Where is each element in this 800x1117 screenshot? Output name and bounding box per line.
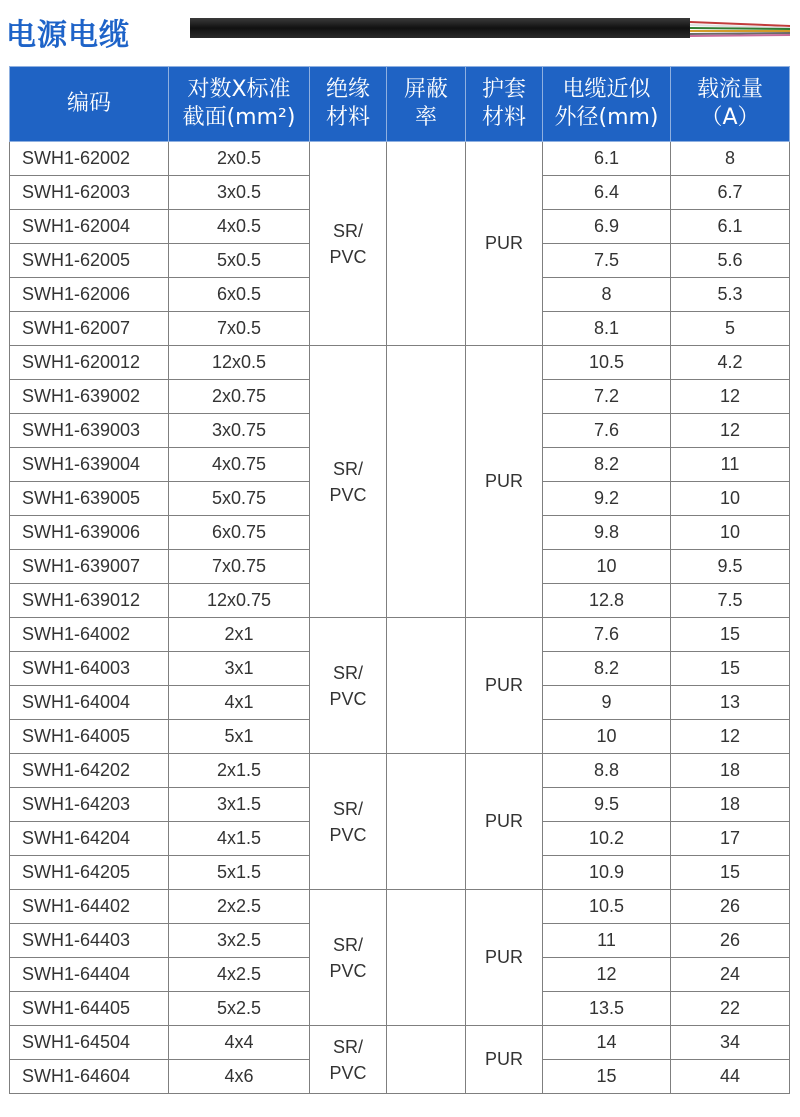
cable-spec-table [9,66,790,1094]
cell-code: SWH1-639006 [10,516,169,550]
cell-insulation: SR/ PVC [310,618,387,754]
cell-current-capacity: 22 [671,992,790,1026]
cell-pairs-section: 5x1 [169,720,310,754]
cell-outer-diameter: 6.4 [543,176,671,210]
cell-code: SWH1-639007 [10,550,169,584]
cell-pairs-section: 4x1.5 [169,822,310,856]
cell-current-capacity: 12 [671,380,790,414]
header-shield: 屏蔽 率 [387,67,466,142]
cell-current-capacity: 12 [671,414,790,448]
cell-code: SWH1-64504 [10,1026,169,1060]
cell-insulation: SR/ PVC [310,142,387,346]
cell-code: SWH1-62005 [10,244,169,278]
cell-outer-diameter: 10 [543,720,671,754]
cell-outer-diameter: 10.5 [543,346,671,380]
cell-current-capacity: 10 [671,516,790,550]
cell-current-capacity: 6.7 [671,176,790,210]
cell-code: SWH1-639005 [10,482,169,516]
cell-outer-diameter: 8 [543,278,671,312]
cell-pairs-section: 2x1 [169,618,310,652]
cell-insulation: SR/ PVC [310,890,387,1026]
cell-code: SWH1-64002 [10,618,169,652]
cell-pairs-section: 4x6 [169,1060,310,1094]
header-insulation: 绝缘 材料 [310,67,387,142]
cell-outer-diameter: 13.5 [543,992,671,1026]
cell-pairs-section: 5x2.5 [169,992,310,1026]
header-outer-diameter: 电缆近似 外径(mm) [543,67,671,142]
cell-shield [387,1026,466,1094]
cell-current-capacity: 5.3 [671,278,790,312]
cell-outer-diameter: 14 [543,1026,671,1060]
cell-outer-diameter: 10 [543,550,671,584]
cell-outer-diameter: 8.1 [543,312,671,346]
cell-code: SWH1-64005 [10,720,169,754]
cell-outer-diameter: 15 [543,1060,671,1094]
cell-pairs-section: 2x1.5 [169,754,310,788]
cell-code: SWH1-64004 [10,686,169,720]
cell-pairs-section: 3x0.5 [169,176,310,210]
cell-current-capacity: 11 [671,448,790,482]
cell-outer-diameter: 10.9 [543,856,671,890]
cell-code: SWH1-620012 [10,346,169,380]
cable-image [190,16,790,40]
cell-code: SWH1-639002 [10,380,169,414]
header-code: 编码 [10,67,169,142]
cell-shield [387,890,466,1026]
cell-code: SWH1-62002 [10,142,169,176]
cell-pairs-section: 3x2.5 [169,924,310,958]
cell-current-capacity: 12 [671,720,790,754]
cell-pairs-section: 2x2.5 [169,890,310,924]
cell-current-capacity: 44 [671,1060,790,1094]
table-row [10,346,790,380]
cell-outer-diameter: 9.5 [543,788,671,822]
cell-current-capacity: 15 [671,652,790,686]
cell-pairs-section: 4x2.5 [169,958,310,992]
cell-pairs-section: 6x0.5 [169,278,310,312]
cell-pairs-section: 3x1.5 [169,788,310,822]
cell-outer-diameter: 6.1 [543,142,671,176]
cell-pairs-section: 5x0.5 [169,244,310,278]
table-row [10,754,790,788]
cell-pairs-section: 4x0.5 [169,210,310,244]
cell-insulation: SR/ PVC [310,1026,387,1094]
cell-pairs-section: 2x0.75 [169,380,310,414]
cell-sheath: PUR [466,754,543,890]
cell-current-capacity: 7.5 [671,584,790,618]
cell-outer-diameter: 7.5 [543,244,671,278]
cell-outer-diameter: 11 [543,924,671,958]
cell-code: SWH1-64604 [10,1060,169,1094]
cell-pairs-section: 5x1.5 [169,856,310,890]
cell-code: SWH1-62003 [10,176,169,210]
cell-outer-diameter: 7.2 [543,380,671,414]
cell-current-capacity: 13 [671,686,790,720]
cell-pairs-section: 4x0.75 [169,448,310,482]
cell-pairs-section: 7x0.5 [169,312,310,346]
cell-pairs-section: 7x0.75 [169,550,310,584]
cell-sheath: PUR [466,890,543,1026]
cell-outer-diameter: 10.2 [543,822,671,856]
cell-outer-diameter: 9 [543,686,671,720]
header-current-capacity: 载流量 （A） [671,67,790,142]
cell-pairs-section: 2x0.5 [169,142,310,176]
cell-outer-diameter: 8.2 [543,652,671,686]
cell-current-capacity: 26 [671,924,790,958]
cell-current-capacity: 18 [671,754,790,788]
cell-current-capacity: 18 [671,788,790,822]
cell-current-capacity: 6.1 [671,210,790,244]
cell-code: SWH1-639004 [10,448,169,482]
cell-shield [387,754,466,890]
cell-code: SWH1-639012 [10,584,169,618]
cell-outer-diameter: 9.2 [543,482,671,516]
cell-pairs-section: 3x1 [169,652,310,686]
cell-sheath: PUR [466,346,543,618]
cell-outer-diameter: 12.8 [543,584,671,618]
header-pairs-section: 对数X标准 截面(mm²) [169,67,310,142]
cell-code: SWH1-64203 [10,788,169,822]
cell-code: SWH1-62004 [10,210,169,244]
cell-sheath: PUR [466,618,543,754]
cell-code: SWH1-64402 [10,890,169,924]
cell-current-capacity: 5.6 [671,244,790,278]
cell-pairs-section: 4x4 [169,1026,310,1060]
cell-outer-diameter: 12 [543,958,671,992]
table-row [10,890,790,924]
cell-pairs-section: 4x1 [169,686,310,720]
cell-pairs-section: 12x0.5 [169,346,310,380]
cell-code: SWH1-64205 [10,856,169,890]
cell-outer-diameter: 7.6 [543,414,671,448]
table-row [10,142,790,176]
cell-current-capacity: 17 [671,822,790,856]
table-row [10,618,790,652]
cell-current-capacity: 26 [671,890,790,924]
cell-pairs-section: 5x0.75 [169,482,310,516]
cell-code: SWH1-62007 [10,312,169,346]
cell-sheath: PUR [466,1026,543,1094]
cell-code: SWH1-64204 [10,822,169,856]
cell-current-capacity: 8 [671,142,790,176]
cell-code: SWH1-639003 [10,414,169,448]
cell-current-capacity: 4.2 [671,346,790,380]
cell-current-capacity: 15 [671,618,790,652]
cell-outer-diameter: 9.8 [543,516,671,550]
cell-current-capacity: 24 [671,958,790,992]
cell-outer-diameter: 7.6 [543,618,671,652]
cell-pairs-section: 6x0.75 [169,516,310,550]
cell-shield [387,142,466,346]
page-title: 电源电缆 [6,18,130,53]
cell-shield [387,618,466,754]
cell-pairs-section: 3x0.75 [169,414,310,448]
cell-code: SWH1-64202 [10,754,169,788]
cell-insulation: SR/ PVC [310,754,387,890]
cell-current-capacity: 15 [671,856,790,890]
table-row [10,1026,790,1060]
cell-current-capacity: 10 [671,482,790,516]
header-sheath: 护套 材料 [466,67,543,142]
cell-code: SWH1-64405 [10,992,169,1026]
cell-outer-diameter: 6.9 [543,210,671,244]
cell-outer-diameter: 10.5 [543,890,671,924]
cell-pairs-section: 12x0.75 [169,584,310,618]
cell-outer-diameter: 8.2 [543,448,671,482]
cell-code: SWH1-64403 [10,924,169,958]
cell-outer-diameter: 8.8 [543,754,671,788]
cell-current-capacity: 9.5 [671,550,790,584]
cell-shield [387,346,466,618]
cell-code: SWH1-64404 [10,958,169,992]
cell-insulation: SR/ PVC [310,346,387,618]
cell-code: SWH1-62006 [10,278,169,312]
cell-sheath: PUR [466,142,543,346]
cell-code: SWH1-64003 [10,652,169,686]
cell-current-capacity: 5 [671,312,790,346]
table-header-row [10,67,790,142]
cell-current-capacity: 34 [671,1026,790,1060]
